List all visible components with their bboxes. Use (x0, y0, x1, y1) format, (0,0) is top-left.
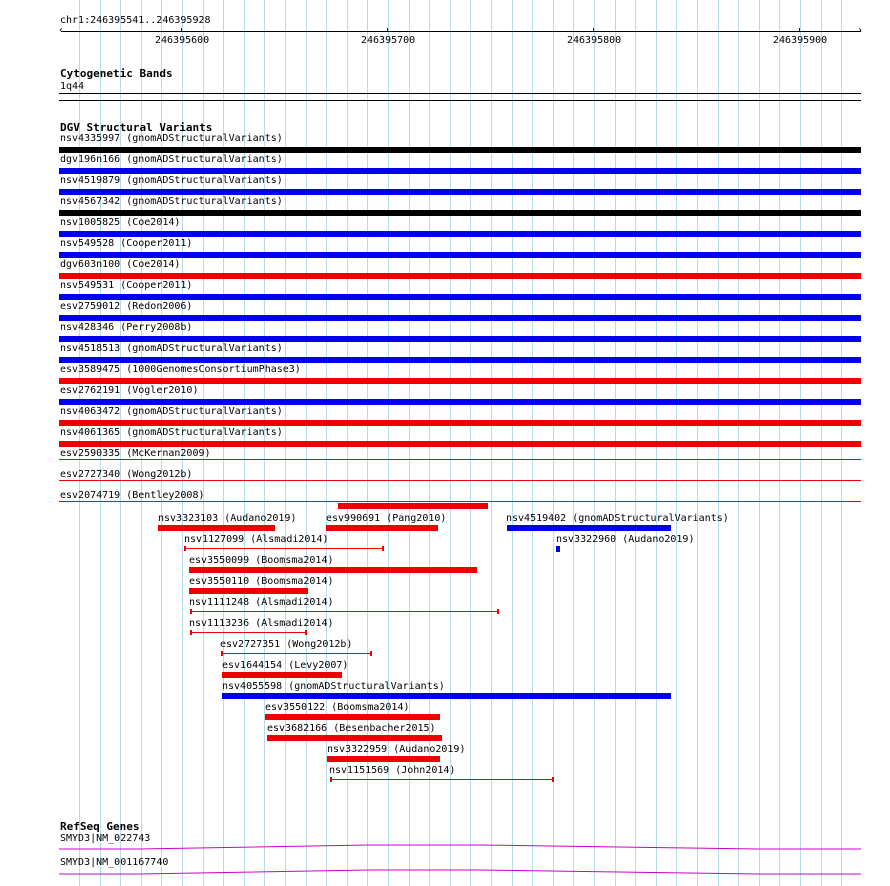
feature-bar[interactable] (59, 147, 861, 153)
feature-bar[interactable] (338, 503, 488, 509)
cytoband-bar[interactable] (59, 100, 861, 101)
feature-bar[interactable] (59, 480, 861, 481)
location-label: chr1:246395541..246395928 (60, 15, 211, 26)
gene-model-nm-001167740[interactable] (59, 869, 861, 877)
feature-label: nsv1005825 (Coe2014) (60, 217, 181, 228)
feature-bar[interactable] (326, 525, 438, 531)
dgv-track-title[interactable]: DGV Structural Variants (60, 121, 213, 134)
feature-bar[interactable] (265, 714, 440, 720)
feature-label: nsv4055598 (gnomADStructuralVariants) (222, 681, 445, 692)
feature-label: nsv4063472 (gnomADStructuralVariants) (60, 406, 283, 417)
feature-end-tick (382, 546, 384, 551)
feature-bar[interactable] (507, 525, 671, 531)
feature-label: esv3589475 (1000GenomesConsortiumPhase3) (60, 364, 301, 375)
feature-label: nsv4335997 (gnomADStructuralVariants) (60, 133, 283, 144)
feature-label: esv2759012 (Redon2006) (60, 301, 193, 312)
feature-label: esv3550099 (Boomsma2014) (189, 555, 334, 566)
feature-end-tick (190, 609, 192, 614)
feature-label: nsv4519879 (gnomADStructuralVariants) (60, 175, 283, 186)
feature-label: nsv549531 (Cooper2011) (60, 280, 193, 291)
gene-label: SMYD3|NM_001167740 (60, 857, 169, 868)
feature-label: esv990691 (Pang2010) (326, 513, 447, 524)
ruler-left-arrow-icon[interactable]: ‹ (58, 25, 65, 36)
feature-bar[interactable] (59, 252, 861, 258)
feature-label: nsv4518513 (gnomADStructuralVariants) (60, 343, 283, 354)
feature-label: esv1644154 (Levy2007) (222, 660, 349, 671)
feature-label: esv3682166 (Besenbacher2015) (267, 723, 436, 734)
feature-bar[interactable] (59, 378, 861, 384)
feature-bar[interactable] (158, 525, 275, 531)
cytoband-label: 1q44 (60, 81, 85, 92)
feature-label: esv2727351 (Wong2012b) (220, 639, 353, 650)
feature-label: nsv3322959 (Audano2019) (327, 744, 466, 755)
feature-label: nsv1111248 (Alsmadi2014) (189, 597, 334, 608)
feature-bar[interactable] (59, 420, 861, 426)
feature-label: nsv549528 (Cooper2011) (60, 238, 193, 249)
feature-label: dgv196n166 (gnomADStructuralVariants) (60, 154, 283, 165)
feature-bar[interactable] (59, 315, 861, 321)
feature-end-tick (305, 630, 307, 635)
feature-bar[interactable] (59, 336, 861, 342)
feature-bar[interactable] (59, 210, 861, 216)
feature-label: nsv4567342 (gnomADStructuralVariants) (60, 196, 283, 207)
feature-label: nsv3323103 (Audano2019) (158, 513, 297, 524)
ruler-tick-label: 246395900 (773, 35, 828, 46)
feature-label: nsv1113236 (Alsmadi2014) (189, 618, 334, 629)
feature-bar[interactable] (59, 189, 861, 195)
feature-bar[interactable] (59, 294, 861, 300)
feature-bar[interactable] (189, 567, 477, 573)
feature-bar[interactable] (222, 693, 671, 699)
feature-label: dgv603n100 (Coe2014) (60, 259, 181, 270)
feature-bar[interactable] (59, 501, 861, 502)
ruler-right-arrow-icon[interactable]: › (857, 25, 864, 36)
feature-label: nsv428346 (Perry2008b) (60, 322, 193, 333)
feature-label: nsv4519402 (gnomADStructuralVariants) (506, 513, 729, 524)
feature-label: nsv4061365 (gnomADStructuralVariants) (60, 427, 283, 438)
ruler-tick-label: 246395700 (361, 35, 416, 46)
feature-label: nsv1151569 (John2014) (329, 765, 456, 776)
feature-end-tick (221, 651, 223, 656)
feature-line[interactable] (330, 779, 554, 780)
feature-bar[interactable] (59, 399, 861, 405)
feature-label: esv3550122 (Boomsma2014) (265, 702, 410, 713)
feature-label: esv2727340 (Wong2012b) (60, 469, 193, 480)
feature-end-tick (184, 546, 186, 551)
feature-bar[interactable] (59, 273, 861, 279)
feature-label: esv2074719 (Bentley2008) (60, 490, 205, 501)
cytobands-track-title[interactable]: Cytogenetic Bands (60, 67, 173, 80)
feature-end-tick (370, 651, 372, 656)
feature-bar[interactable] (327, 756, 440, 762)
refseq-track-title[interactable]: RefSeq Genes (60, 820, 140, 833)
feature-bar[interactable] (59, 357, 861, 363)
gene-model-nm-022743[interactable] (59, 844, 861, 852)
feature-bar[interactable] (556, 546, 560, 552)
cytoband-bar[interactable] (59, 93, 861, 94)
feature-bar[interactable] (267, 735, 442, 741)
feature-end-tick (497, 609, 499, 614)
ruler-tick-label: 246395600 (155, 35, 210, 46)
gene-label: SMYD3|NM_022743 (60, 833, 151, 844)
feature-bar[interactable] (222, 672, 342, 678)
feature-label: esv3550110 (Boomsma2014) (189, 576, 334, 587)
feature-line[interactable] (221, 653, 372, 654)
feature-end-tick (190, 630, 192, 635)
feature-bar[interactable] (59, 441, 861, 447)
feature-label: nsv3322960 (Audano2019) (556, 534, 695, 545)
feature-end-tick (552, 777, 554, 782)
feature-line[interactable] (190, 632, 307, 633)
feature-bar[interactable] (59, 168, 861, 174)
feature-label: esv2762191 (Vogler2010) (60, 385, 199, 396)
feature-bar[interactable] (189, 588, 308, 594)
feature-bar[interactable] (59, 231, 861, 237)
ruler-tick-label: 246395800 (567, 35, 622, 46)
feature-label: esv2590335 (McKernan2009) (60, 448, 211, 459)
feature-label: nsv1127099 (Alsmadi2014) (184, 534, 329, 545)
feature-line[interactable] (190, 611, 499, 612)
feature-line[interactable] (184, 548, 384, 549)
feature-end-tick (330, 777, 332, 782)
feature-bar[interactable] (59, 459, 861, 460)
